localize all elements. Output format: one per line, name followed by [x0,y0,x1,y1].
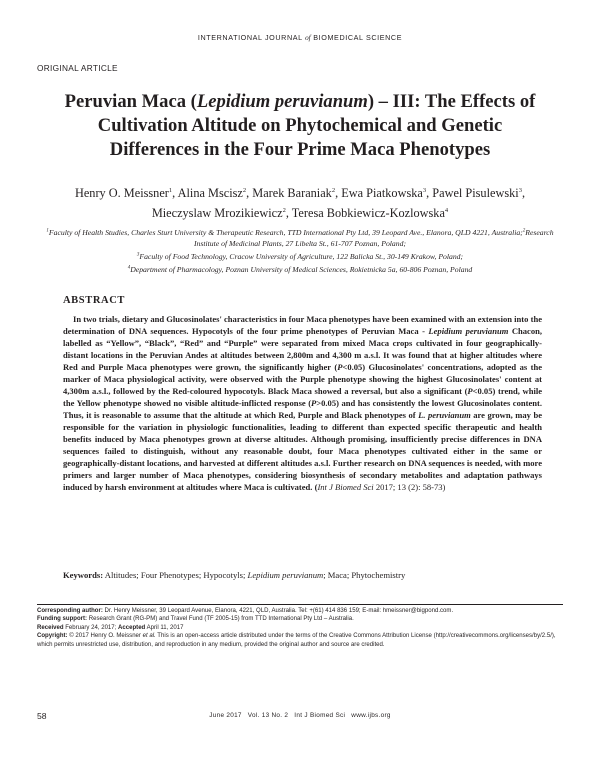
keywords: Keywords: Altitudes; Four Phenotypes; Hypocotyls; Lepidium peruvianum; Maca; Phytochemistry [63,570,406,580]
journal-header [0,33,600,42]
title-line-1 [40,90,560,114]
author: Marek Baraniak$^2$, [252,186,342,201]
footer-volume: Vol. 13 No. 2 [247,712,289,719]
footer-website: www.ijbs.org [351,712,391,719]
dates: Received February 24, 2017; Accepted April 11, 2017 [37,624,184,631]
species-name: L. peruvianum [418,410,471,421]
affiliation: $^3$Faculty of Food Technology, Cracow University of Agriculture, 122 Balicka St., 30-149 Krakow, Poland; [136,252,464,262]
author: Alina Mscisz$^2$, [177,186,253,201]
abstract-body: In two trials, dietary and Glucosinolates' characteristics in four Maca phenotypes have been examined with an extension into the determination of DNA sequences. Hypocotyls of the four prime phenotypes of Peruvian Maca - Lepidium peruvianum Chacon, labelled as “Yellow”, “Black”, “Red” and “Purple” were separated from mixed Maca crops cultivated in four geographically-distant locations in the Peruvian Andes at altitudes between 2,800m and 4,300 m a.s.l. It was found that at higher altitudes where Red and Purple Maca phenotypes were grown, the significantly higher (P<0.05) Glucosinolates' concentrations, adopted as the marker of Maca physiological activity, were observed with the Purple phenotype showing the highest Glucosinolates' content at 4,300m a.s.l., followed by the Red-coloured hypocotyls. Black Maca showed a reversal, but also a significant (P<0.05) trend, while the Yellow phenotype showed no visible altitude-inflicted response (P>0.05) and has consistently the lowest Glucosinolates content. Thus, it is reasonable to assume that the altitude at which Red, Purple and Black phenotypes of L. peruvianum are grown, may be responsible for the variation in physiologic functionalities, leading to different than expected specific therapeutic and health benefits induced by Maca phenotypes grown at diverse altitudes. Although promising, insufficiently precise differences in DNA sequences failed to distinguish, without any reasonable doubt, four Maca phenotypes cultivated either in the same or geographically-distant locations, and harvested at different altitudes a.s.l. Further research on DNA sequences is needed, with more primers and larger number of Maca phenotypes, considering biosynthesis of secondary metabolites and adaptation pathways induced by harsh environment at altitudes where Maca is cultivated. (Int J Biomed Sci 2017; 13 (2): 58-73) [63,314,542,493]
affiliation: $^1$Faculty of Health Studies, Charles Sturt University & Therapeutic Research, TTD International Pty Ltd, 39 Leopard Ave., Elanora, QLD 4221, Australia; [46,227,523,237]
footer-date: June 2017 [209,712,242,719]
journal-name-pre: INTERNATIONAL JOURNAL [197,33,303,42]
author-list [60,182,540,222]
affiliation: $^2$Research Institute of Medicinal Plants, 27 Libelta St., 61-707 Poznan, Poland; [193,227,554,249]
copyright: Copyright: © 2017 Henry O. Meissner et al. This is an open-access article distributed under the terms of the Creative Commons Attribution License (http://creativecommons.org/licenses/by/2.5/), which permits unrestricted use, distribution, and reproduction in any medium, provided the original author and source are credited. [37,633,556,648]
affiliation: $^4$Department of Pharmacology, Poznan University of Medical Sciences, Rokietnicka 5a, 60-806 Poznan, Poland [127,265,473,275]
title-line-3: Differences in the Four Prime Maca Phenotypes [109,139,491,160]
section-label: ORIGINAL ARTICLE [37,63,118,73]
title-species: Lepidium peruvianum [196,91,368,112]
author: Mieczyslaw Mrozikiewicz$^2$, [151,206,292,221]
footer-info [0,712,600,719]
journal-name-post: BIOMEDICAL SCIENCE [313,33,403,42]
page-number: 58 [37,711,47,721]
title-line-1-pre: Peruvian Maca ( [64,91,197,112]
citation: 2017; 13 (2): 58-73) [373,482,446,493]
article-title [40,90,560,162]
footnotes [37,607,563,649]
author: Ewa Piatkowska$^3$, [341,186,433,201]
affiliations [40,225,560,276]
author: Pawel Pisulewski$^3$, [432,186,526,201]
funding-support: Funding support: Research Grant (RG-PM) and Travel Fund (TF 2005-15) from TTD International Pty Ltd – Australia. [37,616,354,623]
keywords-label: Keywords: [63,570,104,580]
footer-journal: Int J Biomed Sci [294,712,346,719]
journal-name-of: of [305,34,311,42]
corresponding-author: Corresponding author: Dr. Henry Meissner, 39 Leopard Avenue, Elanora, 4221, QLD, Australia. Tel: +(61) 414 836 159; E-mail: hmeissner@bigpond.com. [37,608,454,614]
title-line-2: Cultivation Altitude on Phytochemical and Genetic [97,115,503,136]
title-line-1-post: ) – III: The Effects of [367,91,536,112]
species-name: Lepidium peruvianum [428,326,509,337]
author: Teresa Bobkiewicz-Kozlowska$^4$ [291,206,449,221]
abstract-heading: ABSTRACT [63,295,125,306]
author: Henry O. Meissner$^1$, [74,186,178,201]
footnote-divider [37,604,563,605]
citation-journal: Int J Biomed Sci [317,482,374,493]
